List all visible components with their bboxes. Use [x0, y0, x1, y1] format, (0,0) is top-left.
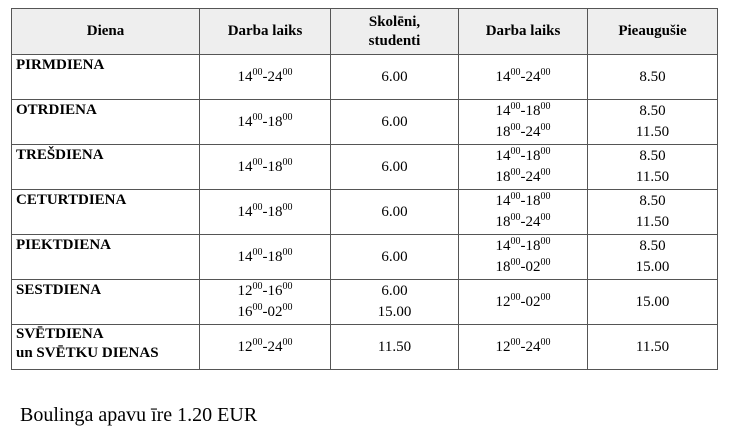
adult-price: 15.00 — [635, 293, 670, 310]
time-range: $12^{00}-16^{00}$ — [237, 281, 293, 299]
table-row — [12, 55, 718, 100]
time-range: $18^{00}-24^{00}$ — [495, 212, 551, 230]
table-row — [12, 280, 718, 325]
header-day: Diena — [12, 9, 200, 55]
time-range: $14^{00}-18^{00}$ — [495, 236, 551, 254]
adult-price: 11.50 — [635, 124, 670, 140]
time-range: $12^{00}-02^{00}$ — [495, 291, 551, 310]
adult-price: 8.50 — [639, 238, 666, 254]
adult-price: 11.50 — [635, 169, 670, 185]
time-range: $14^{00}-18^{00}$ — [495, 146, 551, 164]
day-label: SESTDIENA — [16, 282, 102, 298]
adult-price: 15.00 — [635, 259, 670, 275]
student-price: 6.00 — [381, 248, 408, 265]
day-label: PIRMDIENA — [16, 57, 105, 73]
time-range: $14^{00}-24^{00}$ — [495, 66, 551, 85]
hours-cell-2 — [459, 235, 588, 280]
time-range: $16^{00}-02^{00}$ — [237, 302, 293, 320]
time-range: $14^{00}-18^{00}$ — [237, 156, 293, 175]
table-row — [12, 235, 718, 280]
day-cell — [12, 280, 200, 325]
day-label: un SVĒTKU DIENAS — [16, 345, 159, 361]
student-price: 6.00 — [381, 158, 408, 175]
day-label: SVĒTDIENA — [16, 326, 104, 342]
hours-cell-1 — [200, 280, 331, 325]
price-schedule-table — [11, 8, 718, 370]
adult-price-cell — [588, 190, 718, 235]
adult-price-cell — [588, 235, 718, 280]
student-price: 6.00 — [381, 283, 408, 299]
header-students: Skolēni, studenti — [331, 9, 459, 55]
student-price-cell — [331, 325, 459, 370]
hours-cell-1 — [200, 55, 331, 100]
time-range: $14^{00}-18^{00}$ — [495, 101, 551, 119]
student-price-cell — [331, 100, 459, 145]
header-hours-2: Darba laiks — [459, 9, 588, 55]
student-price: 6.00 — [381, 203, 408, 220]
day-cell — [12, 55, 200, 100]
student-price: 6.00 — [381, 113, 408, 130]
adult-price-cell — [588, 100, 718, 145]
time-range: $14^{00}-18^{00}$ — [237, 201, 293, 220]
table-row — [12, 100, 718, 145]
time-range: $14^{00}-24^{00}$ — [237, 66, 293, 85]
adult-price: 11.50 — [635, 338, 670, 355]
day-cell — [12, 100, 200, 145]
hours-cell-1 — [200, 100, 331, 145]
hours-cell-2 — [459, 280, 588, 325]
day-label: OTRDIENA — [16, 102, 97, 118]
hours-cell-2 — [459, 190, 588, 235]
adult-price: 8.50 — [639, 68, 666, 85]
hours-cell-2 — [459, 325, 588, 370]
student-price: 15.00 — [377, 304, 412, 320]
day-cell — [12, 190, 200, 235]
adult-price-cell — [588, 55, 718, 100]
hours-cell-2 — [459, 55, 588, 100]
adult-price: 11.50 — [635, 214, 670, 230]
student-price: 6.00 — [381, 68, 408, 85]
time-range: $18^{00}-24^{00}$ — [495, 122, 551, 140]
time-range: $18^{00}-02^{00}$ — [495, 257, 551, 275]
student-price-cell — [331, 280, 459, 325]
hours-cell-2 — [459, 145, 588, 190]
table-row — [12, 325, 718, 370]
header-adults: Pieaugušie — [588, 9, 718, 55]
day-cell — [12, 145, 200, 190]
table-row — [12, 145, 718, 190]
time-range: $14^{00}-18^{00}$ — [237, 111, 293, 130]
adult-price-cell — [588, 145, 718, 190]
hours-cell-1 — [200, 235, 331, 280]
adult-price: 8.50 — [639, 193, 666, 209]
hours-cell-1 — [200, 145, 331, 190]
student-price-cell — [331, 145, 459, 190]
time-range: $12^{00}-24^{00}$ — [495, 336, 551, 355]
table-row — [12, 190, 718, 235]
adult-price-cell — [588, 325, 718, 370]
student-price-cell — [331, 55, 459, 100]
day-label: PIEKTDIENA — [16, 237, 112, 253]
time-range: $14^{00}-18^{00}$ — [237, 246, 293, 265]
student-price-cell — [331, 190, 459, 235]
time-range: $18^{00}-24^{00}$ — [495, 167, 551, 185]
table-header-row — [12, 9, 718, 55]
adult-price-cell — [588, 280, 718, 325]
day-cell — [12, 235, 200, 280]
student-price: 11.50 — [377, 338, 412, 355]
student-price-cell — [331, 235, 459, 280]
hours-cell-2 — [459, 100, 588, 145]
adult-price: 8.50 — [639, 103, 666, 119]
header-hours-1: Darba laiks — [200, 9, 331, 55]
time-range: $12^{00}-24^{00}$ — [237, 336, 293, 355]
day-label: CETURTDIENA — [16, 192, 127, 208]
time-range: $14^{00}-18^{00}$ — [495, 191, 551, 209]
adult-price: 8.50 — [639, 148, 666, 164]
day-cell — [12, 325, 200, 370]
table-body — [12, 55, 718, 370]
hours-cell-1 — [200, 190, 331, 235]
shoe-rental-note: Boulinga apavu īre 1.20 EUR — [20, 404, 258, 426]
day-label: TREŠDIENA — [16, 147, 104, 163]
hours-cell-1 — [200, 325, 331, 370]
